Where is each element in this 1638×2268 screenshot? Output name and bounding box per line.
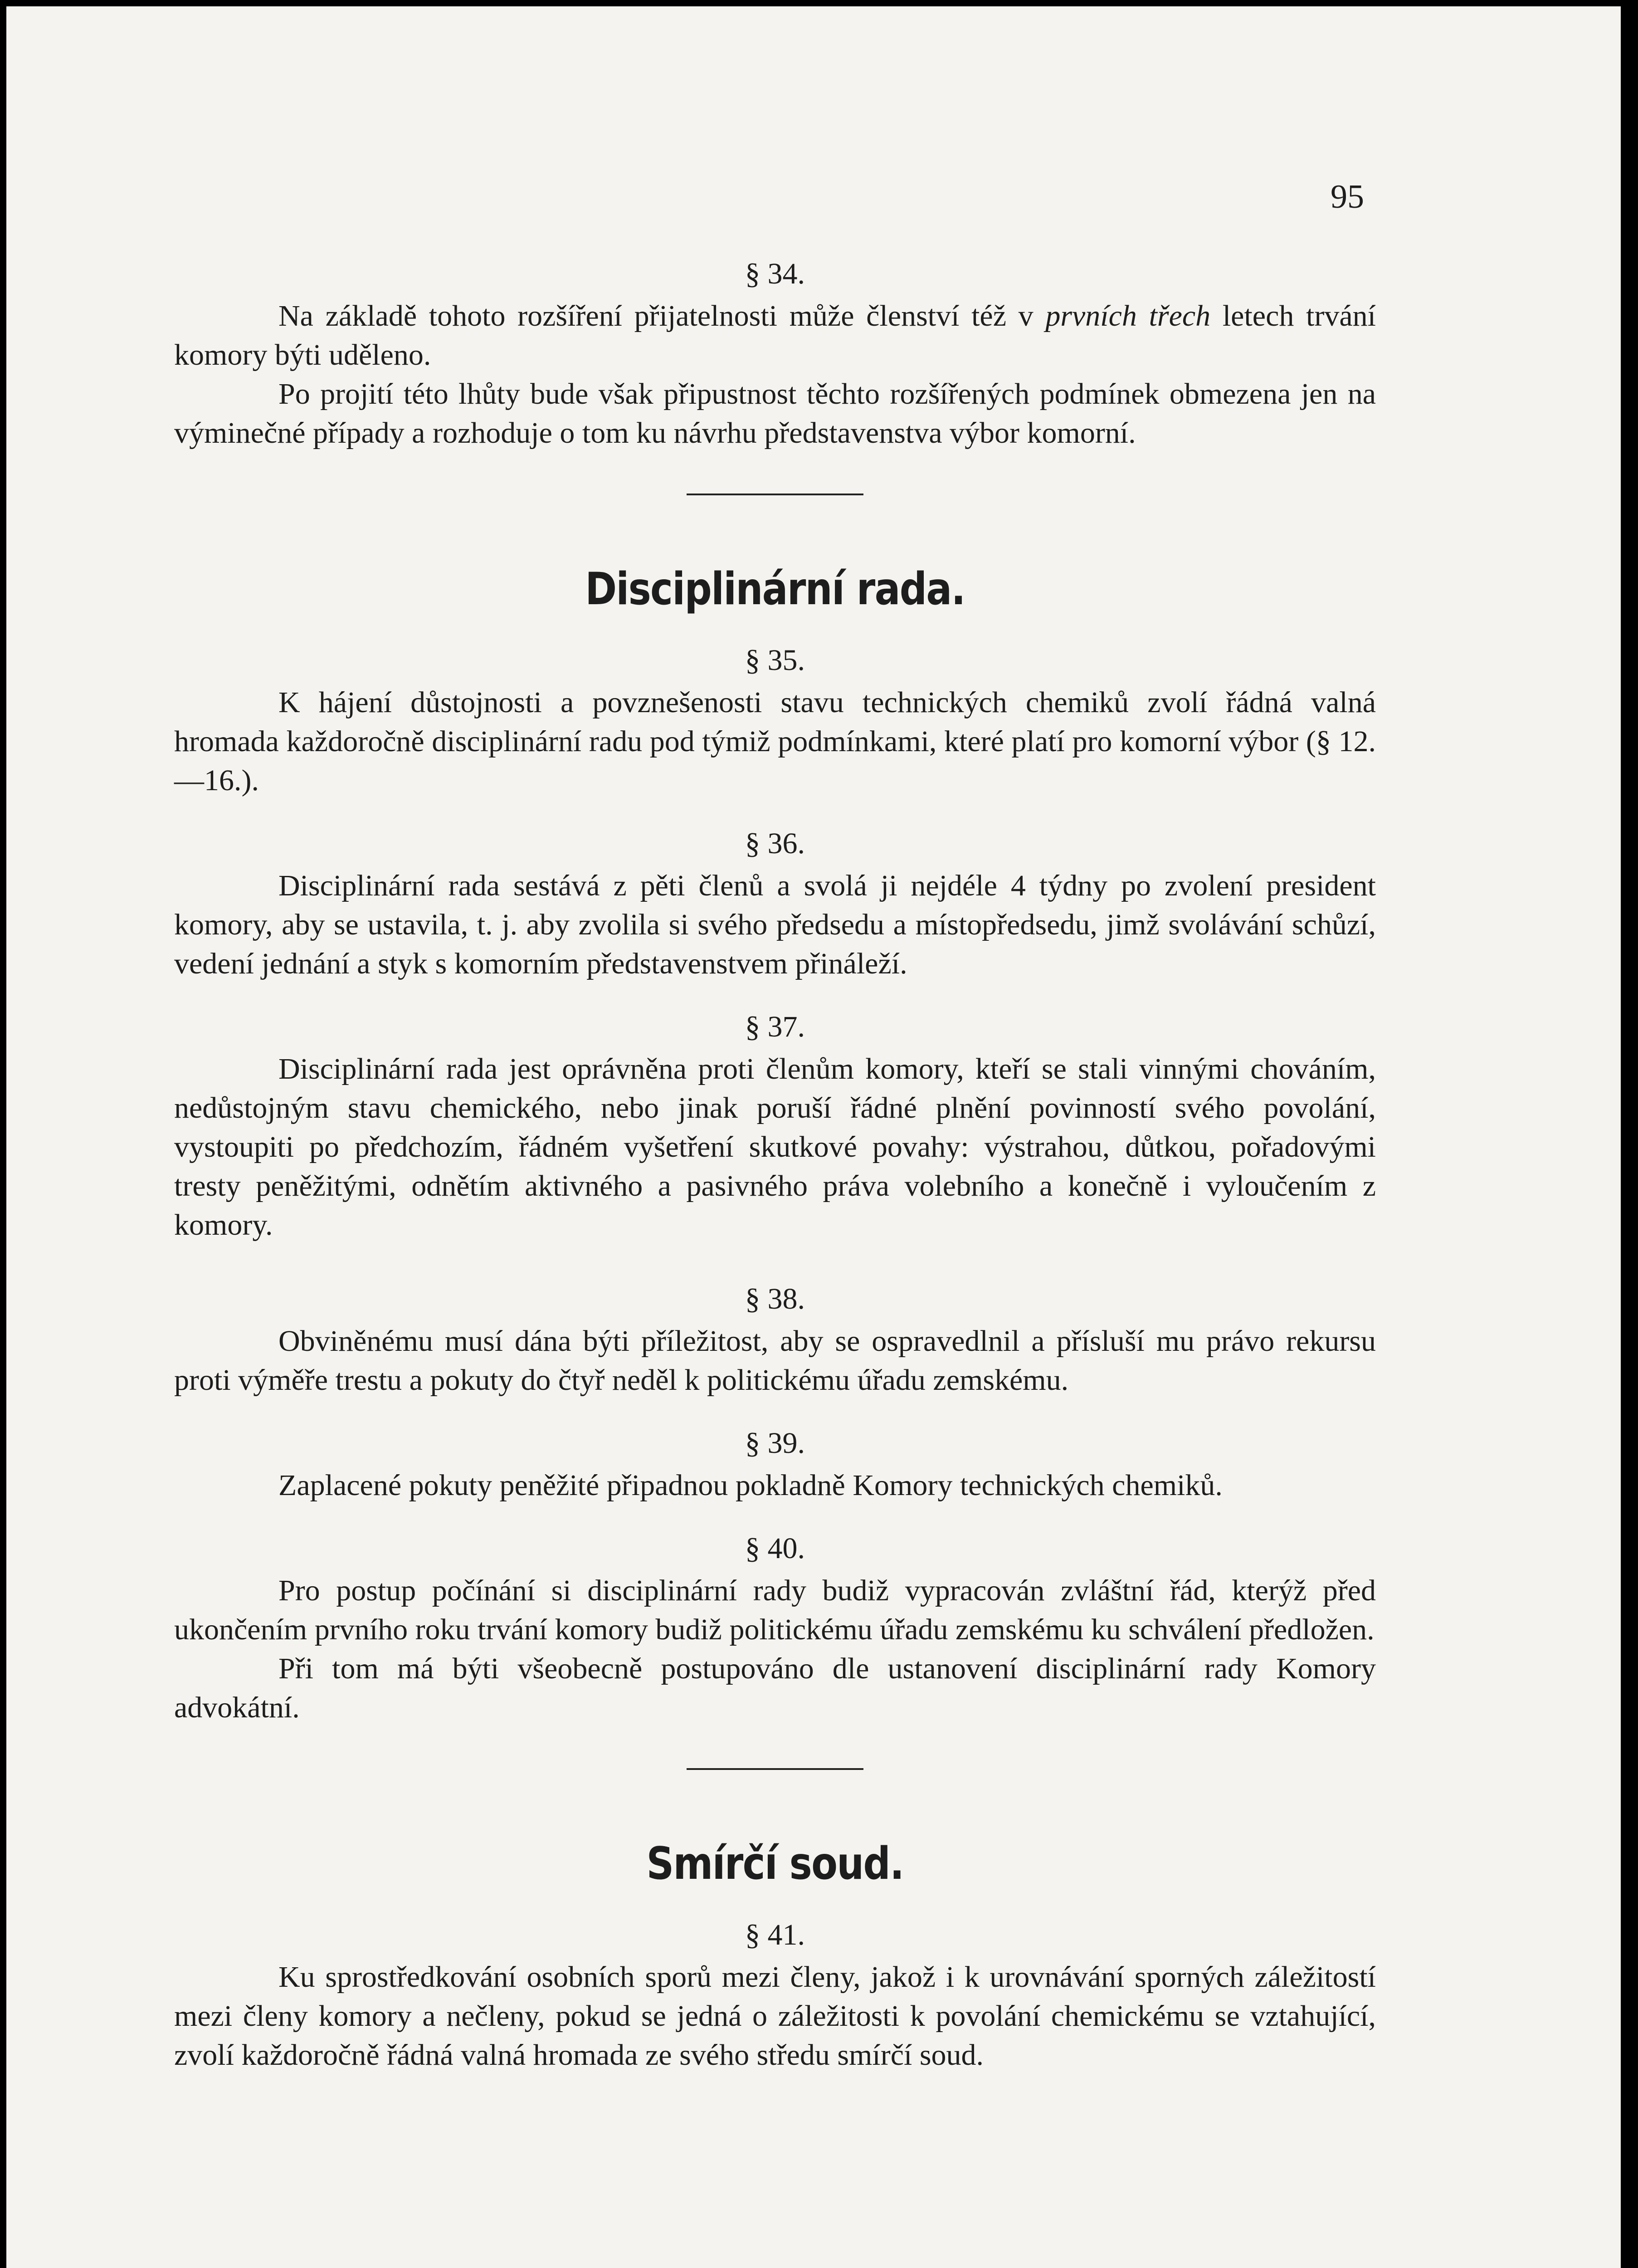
section-38-paragraph-1: Obviněnému musí dána býti příležitost, aby se ospravedlnil a přísluší mu právo rekursu proti výměře trestu a pokuty do čtyř neděl k politickému úřadu zemskému.	[174, 1325, 1376, 1397]
section-34-text-before: Na základě tohoto rozšíření přijatelnosti může členství též v	[278, 299, 1046, 332]
page-number: 95	[1331, 178, 1364, 215]
page-content	[174, 247, 1376, 2075]
section-35-paragraph-1: K hájení důstojnosti a povznešenosti stavu technických chemiků zvolí řádná valná hromada každoročně disciplinární radu pod týmiž podmínkami, které platí pro komorní výbor (§ 12.—16.).	[174, 686, 1376, 797]
section-34-text-after: letech trvání komory býti uděleno.	[174, 299, 1376, 371]
heading-disciplinarni-rada: Disciplinární rada.	[585, 563, 965, 615]
section-40-paragraph-2: Při tom má býti všeobecně postupováno dle ustanovení disciplinární rady Komory advokátní.	[174, 1652, 1376, 1724]
section-36-title: § 36.	[745, 827, 805, 860]
section-34-paragraph-2: Po projití této lhůty bude však připustnost těchto rozšířených podmínek obmezena jen na výminečné případy a rozhoduje o tom ku návrhu představenstva výbor komorní.	[174, 377, 1376, 450]
section-39-title: § 39.	[745, 1427, 805, 1460]
section-divider-2	[687, 1768, 863, 1770]
heading-smirci-soud: Smírčí soud.	[646, 1838, 904, 1890]
section-34-paragraph-1	[174, 297, 1376, 375]
section-divider-1	[687, 494, 863, 495]
section-40-paragraph-1: Pro postup počínání si disciplinární rady budiž vypracován zvláštní řád, kterýž před ukončením prvního roku trvání komory budiž politickému úřadu zemskému ku schválení předložen.	[174, 1574, 1376, 1646]
section-39-paragraph-1: Zaplacené pokuty peněžité připadnou pokladně Komory technických chemiků.	[278, 1469, 1223, 1502]
section-35-title: § 35.	[745, 644, 805, 677]
section-41-paragraph-1: Ku sprostředkování osobních sporů mezi členy, jakož i k urovnávání sporných záležitostí mezi členy komory a nečleny, pokud se jedná o záležitosti k povolání chemickému se vztahující, zvolí každoročně řádná valná hromada ze svého středu smírčí soud.	[174, 1960, 1376, 2072]
section-37-title: § 37.	[745, 1010, 805, 1043]
section-41-title: § 41.	[745, 1918, 805, 1951]
document-page	[6, 6, 1621, 2268]
section-38-title: § 38.	[745, 1282, 805, 1315]
section-37-paragraph-1: Disciplinární rada jest oprávněna proti členům komory, kteří se stali vinnými chováním, nedůstojným stavu chemického, nebo jinak poruší řádné plnění povinností svého povolání, vystoupiti po předchozím, řádném vyšetření skutkové povahy: výstrahou, důtkou, pořadovými tresty peněžitými, odnětím aktivného a pasivného práva volebního a konečně i vyloučením z komory.	[174, 1052, 1376, 1242]
section-40-title: § 40.	[745, 1532, 805, 1565]
section-36-paragraph-1: Disciplinární rada sestává z pěti členů a svolá ji nejdéle 4 týdny po zvolení president komory, aby se ustavila, t. j. aby zvolila si svého předsedu a místopředsedu, jimž svolávání schůzí, vedení jednání a styk s komorním představenstvem přináleží.	[174, 869, 1376, 980]
section-34-italic-text: prvních třech	[1045, 299, 1211, 332]
section-34-title: § 34.	[745, 257, 805, 290]
